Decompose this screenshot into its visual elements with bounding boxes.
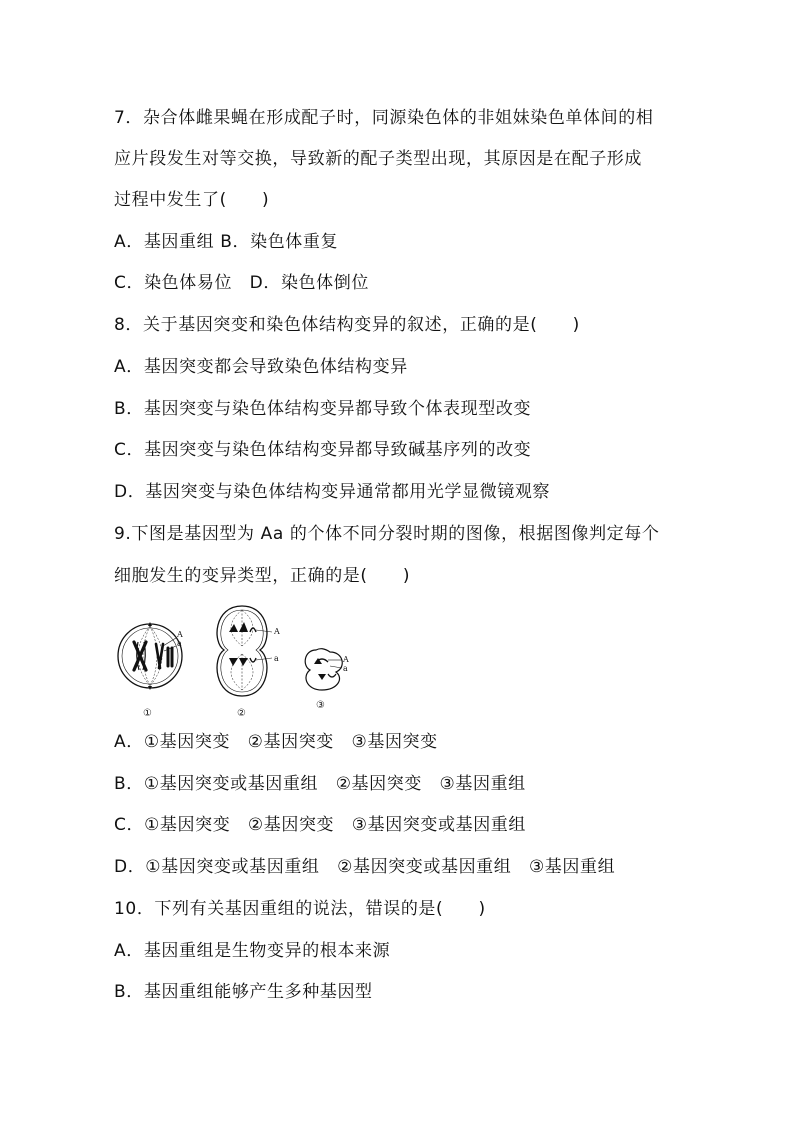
cell2-label: ② (237, 708, 246, 719)
cell2-allele-a: a (274, 654, 279, 663)
q10-option-a: A．基因重组是生物变异的根本来源 (114, 941, 391, 961)
cell-3 (305, 649, 349, 711)
q9-stem-line1: 9.下图是基因型为 Aa 的个体不同分裂时期的图像，根据图像判定每个 (114, 524, 660, 544)
q7-options-line2: C．染色体易位 D．染色体倒位 (114, 273, 369, 293)
q9-option-b: B．①基因突变或基因重组 ②基因突变 ③基因重组 (114, 774, 526, 794)
cell1-label: ① (143, 708, 152, 719)
cell3-label: ③ (316, 700, 325, 711)
q10-option-b: B．基因重组能够产生多种基因型 (114, 982, 373, 1002)
cell-division-figure (108, 600, 368, 720)
cell-1 (118, 622, 183, 719)
cell-2 (217, 606, 280, 719)
q8-option-a: A．基因突变都会导致染色体结构变异 (114, 357, 408, 377)
q7-stem-line1: 7．杂合体雌果蝇在形成配子时，同源染色体的非姐妹染色单体间的相 (114, 108, 654, 128)
q9-option-d: D．①基因突变或基因重组 ②基因突变或基因重组 ③基因重组 (114, 857, 616, 877)
cell-division-diagram (108, 600, 368, 720)
q7-stem-line2: 应片段发生对等交换，导致新的配子类型出现，其原因是在配子形成 (114, 149, 642, 169)
cell3-allele-a: a (343, 664, 348, 673)
q8-option-d: D．基因突变与染色体结构变异通常都用光学显微镜观察 (114, 482, 551, 502)
cell1-allele-a: a (177, 639, 182, 648)
cell2-allele-A: A (274, 627, 280, 636)
q9-stem-line2: 细胞发生的变异类型，正确的是( ) (114, 566, 411, 586)
q7-stem-line3: 过程中发生了( ) (114, 190, 270, 210)
q8-option-b: B．基因突变与染色体结构变异都导致个体表现型改变 (114, 399, 532, 419)
q8-option-c: C．基因突变与染色体结构变异都导致碱基序列的改变 (114, 440, 532, 460)
q7-options-line1: A．基因重组 B．染色体重复 (114, 232, 339, 252)
cell3-allele-A: A (343, 655, 349, 664)
q9-option-a: A．①基因突变 ②基因突变 ③基因突变 (114, 732, 438, 752)
cell1-allele-A: A (177, 630, 183, 639)
q9-option-c: C．①基因突变 ②基因突变 ③基因突变或基因重组 (114, 815, 526, 835)
q8-stem: 8．关于基因突变和染色体结构变异的叙述，正确的是( ) (114, 315, 580, 335)
q10-stem: 10．下列有关基因重组的说法，错误的是( ) (114, 899, 486, 919)
